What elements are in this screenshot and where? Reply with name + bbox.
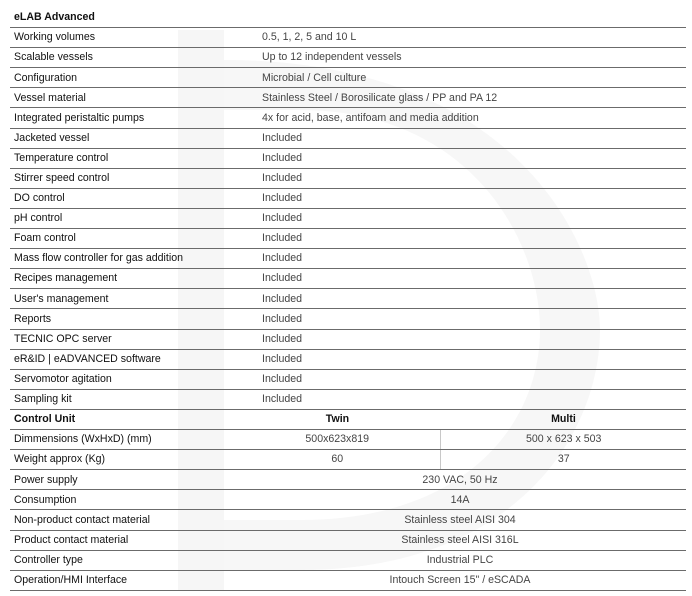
spec-row [10, 108, 686, 128]
spec-label: Scalable vessels [10, 48, 258, 68]
control-unit-row [10, 570, 686, 590]
spec-value: Microbial / Cell culture [258, 68, 686, 88]
spec-row [10, 369, 686, 389]
control-unit-row [10, 450, 686, 470]
control-unit-label: Non-product contact material [10, 510, 234, 530]
spec-value: 0.5, 1, 2, 5 and 10 L [258, 28, 686, 48]
control-unit-label: Weight approx (Kg) [10, 450, 234, 470]
spec-row [10, 269, 686, 289]
control-unit-value: Intouch Screen 15" / eSCADA [234, 570, 686, 590]
spec-row [10, 229, 686, 249]
spec-value: Included [258, 309, 686, 329]
control-unit-label: Operation/HMI Interface [10, 570, 234, 590]
spec-row [10, 28, 686, 48]
spec-row [10, 289, 686, 309]
control-unit-row [10, 530, 686, 550]
control-unit-label: Controller type [10, 550, 234, 570]
spec-table [10, 8, 686, 410]
spec-label: Integrated peristaltic pumps [10, 108, 258, 128]
spec-row [10, 389, 686, 409]
spec-value: Included [258, 229, 686, 249]
spec-value: Included [258, 269, 686, 289]
control-unit-row [10, 510, 686, 530]
spec-label: Jacketed vessel [10, 128, 258, 148]
spec-row [10, 68, 686, 88]
control-unit-label: Dimmensions (WxHxD) (mm) [10, 430, 234, 450]
spec-row [10, 329, 686, 349]
spec-label: Reports [10, 309, 258, 329]
control-unit-header-row [10, 410, 686, 430]
spec-table-title: eLAB Advanced [10, 8, 686, 28]
control-unit-value: Industrial PLC [234, 550, 686, 570]
spec-label: DO control [10, 188, 258, 208]
spec-label: Configuration [10, 68, 258, 88]
control-unit-multi-value: 500 x 623 x 503 [441, 430, 686, 450]
control-unit-row [10, 550, 686, 570]
spec-label: Foam control [10, 229, 258, 249]
spec-label: Recipes management [10, 269, 258, 289]
spec-row [10, 349, 686, 369]
control-unit-header-label: Control Unit [10, 410, 234, 430]
control-unit-value: Stainless steel AISI 316L [234, 530, 686, 550]
control-unit-value: Stainless steel AISI 304 [234, 510, 686, 530]
control-unit-value: 230 VAC, 50 Hz [234, 470, 686, 490]
control-unit-header-twin: Twin [234, 410, 441, 430]
spec-row [10, 208, 686, 228]
spec-value: Included [258, 128, 686, 148]
spec-value: Included [258, 369, 686, 389]
control-unit-row [10, 490, 686, 510]
spec-value: Included [258, 389, 686, 409]
spec-label: User's management [10, 289, 258, 309]
control-unit-value: 14A [234, 490, 686, 510]
spec-value: Included [258, 289, 686, 309]
spec-row [10, 148, 686, 168]
spec-value: 4x for acid, base, antifoam and media addition [258, 108, 686, 128]
spec-label: TECNIC OPC server [10, 329, 258, 349]
spec-label: Servomotor agitation [10, 369, 258, 389]
spec-value: Included [258, 168, 686, 188]
control-unit-label: Consumption [10, 490, 234, 510]
control-unit-header-multi: Multi [441, 410, 686, 430]
spec-value: Included [258, 208, 686, 228]
spec-value: Included [258, 249, 686, 269]
spec-row [10, 249, 686, 269]
spec-label: pH control [10, 208, 258, 228]
spec-row [10, 128, 686, 148]
spec-row [10, 168, 686, 188]
spec-value: Up to 12 independent vessels [258, 48, 686, 68]
control-unit-row [10, 430, 686, 450]
spec-value: Stainless Steel / Borosilicate glass / PP and PA 12 [258, 88, 686, 108]
spec-label: eR&ID | eADVANCED software [10, 349, 258, 369]
control-unit-table [10, 410, 686, 591]
control-unit-twin-value: 500x623x819 [234, 430, 441, 450]
spec-label: Sampling kit [10, 389, 258, 409]
spec-row [10, 48, 686, 68]
spec-value: Included [258, 188, 686, 208]
spec-value: Included [258, 329, 686, 349]
spec-value: Included [258, 349, 686, 369]
spec-label: Temperature control [10, 148, 258, 168]
spec-value: Included [258, 148, 686, 168]
control-unit-row [10, 470, 686, 490]
control-unit-twin-value: 60 [234, 450, 441, 470]
control-unit-multi-value: 37 [441, 450, 686, 470]
spec-row [10, 309, 686, 329]
spec-label: Mass flow controller for gas addition [10, 249, 258, 269]
spec-row [10, 88, 686, 108]
spec-label: Working volumes [10, 28, 258, 48]
spec-label: Stirrer speed control [10, 168, 258, 188]
spec-table-title-row [10, 8, 686, 28]
spec-row [10, 188, 686, 208]
control-unit-label: Power supply [10, 470, 234, 490]
spec-label: Vessel material [10, 88, 258, 108]
control-unit-label: Product contact material [10, 530, 234, 550]
